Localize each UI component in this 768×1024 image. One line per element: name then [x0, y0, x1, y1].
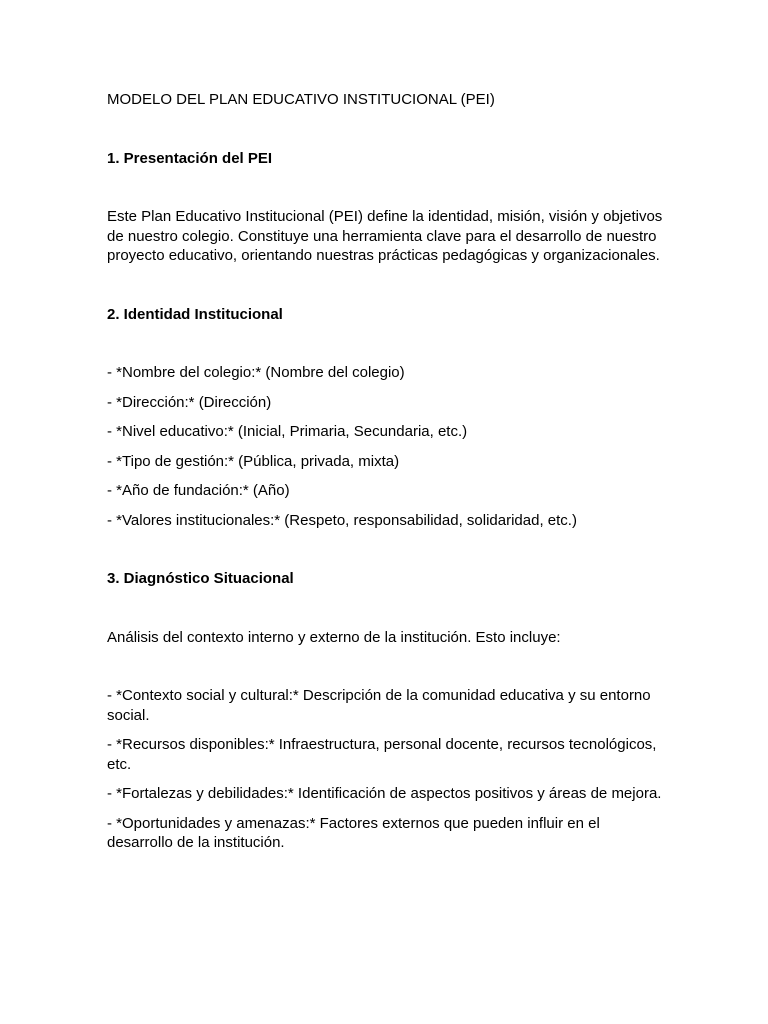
list-item: - *Fortalezas y debilidades:* Identificación de aspectos positivos y áreas de mejora.	[107, 785, 662, 802]
section-heading-diagnostico: 3. Diagnóstico Situacional	[107, 570, 294, 587]
section-heading-identidad: 2. Identidad Institucional	[107, 305, 283, 323]
list-item: - *Valores institucionales:* (Respeto, responsabilidad, solidaridad, etc.)	[107, 511, 577, 529]
list-item: - *Año de fundación:* (Año)	[107, 482, 290, 499]
diagnostico-list	[107, 686, 667, 853]
list-item: - *Dirección:* (Dirección)	[107, 393, 272, 411]
identidad-list	[107, 363, 667, 530]
list-item: - *Contexto social y cultural:* Descripción de la comunidad educativa y su entorno social.	[107, 687, 651, 724]
presentacion-paragraph: Este Plan Educativo Institucional (PEI) define la identidad, misión, visión y objetivos de nuestro colegio. Constituye una herramienta clave para el desarrollo de nuestro proyecto educativo, orientando nuestras prácticas pedagógicas y organizacionales.	[107, 208, 663, 264]
diagnostico-intro: Análisis del contexto interno y externo de la institución. Esto incluye:	[107, 628, 561, 646]
list-item: - *Tipo de gestión:* (Pública, privada, mixta)	[107, 452, 400, 470]
section-heading-presentacion: 1. Presentación del PEI	[107, 149, 273, 167]
list-item: - *Recursos disponibles:* Infraestructura, personal docente, recursos tecnológicos, etc.	[107, 736, 657, 773]
document-title: MODELO DEL PLAN EDUCATIVO INSTITUCIONAL (PEI)	[107, 91, 495, 108]
list-item: - *Nivel educativo:* (Inicial, Primaria, Secundaria, etc.)	[107, 423, 468, 440]
list-item: - *Oportunidades y amenazas:* Factores externos que pueden influir en el desarrollo de la institución.	[107, 814, 600, 851]
document-body	[107, 90, 667, 892]
list-item: - *Nombre del colegio:* (Nombre del colegio)	[107, 364, 405, 381]
